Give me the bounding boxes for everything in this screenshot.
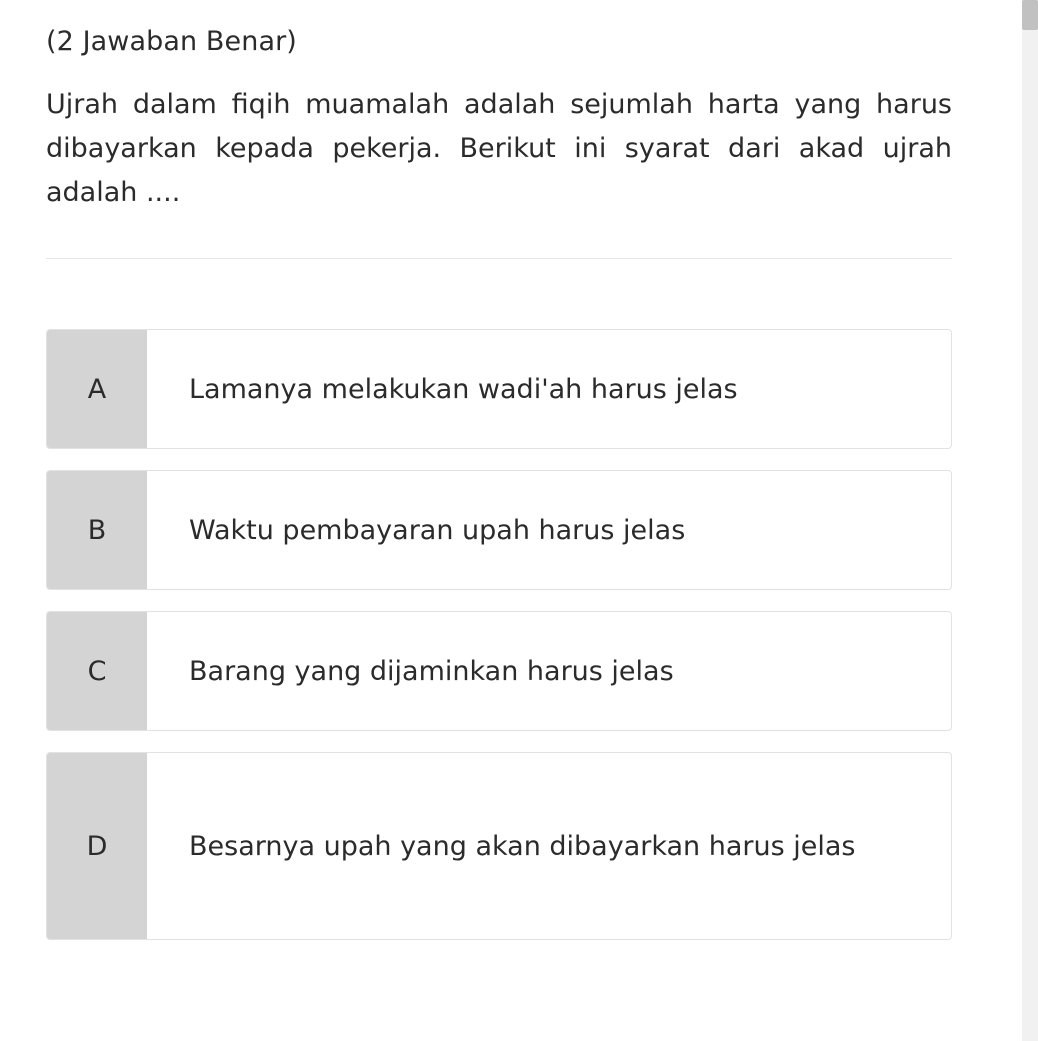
option-b[interactable] xyxy=(46,470,952,590)
option-d-letter: D xyxy=(47,753,147,939)
option-c[interactable] xyxy=(46,611,952,731)
section-divider xyxy=(46,258,952,259)
option-b-letter: B xyxy=(47,471,147,589)
option-b-label: Waktu pembayaran upah harus jelas xyxy=(189,514,686,546)
option-a-letter: A xyxy=(47,330,147,448)
option-a[interactable] xyxy=(46,329,952,449)
answer-count-label: (2 Jawaban Benar) xyxy=(46,26,297,57)
option-a-label: Lamanya melakukan wadi'ah harus jelas xyxy=(189,373,738,405)
options-list xyxy=(46,329,952,940)
option-c-letter: C xyxy=(47,612,147,730)
option-d-label: Besarnya upah yang akan dibayarkan harus jelas xyxy=(189,830,856,862)
scrollbar-thumb[interactable] xyxy=(1022,0,1038,30)
option-c-label: Barang yang dijaminkan harus jelas xyxy=(189,655,674,687)
question-text: Ujrah dalam fiqih muamalah adalah sejumlah harta yang harus dibayarkan kepada pekerja. Berikut ini syarat dari akad ujrah adalah .... xyxy=(46,89,952,208)
vertical-scrollbar[interactable] xyxy=(1022,0,1038,1041)
option-d[interactable] xyxy=(46,752,952,940)
